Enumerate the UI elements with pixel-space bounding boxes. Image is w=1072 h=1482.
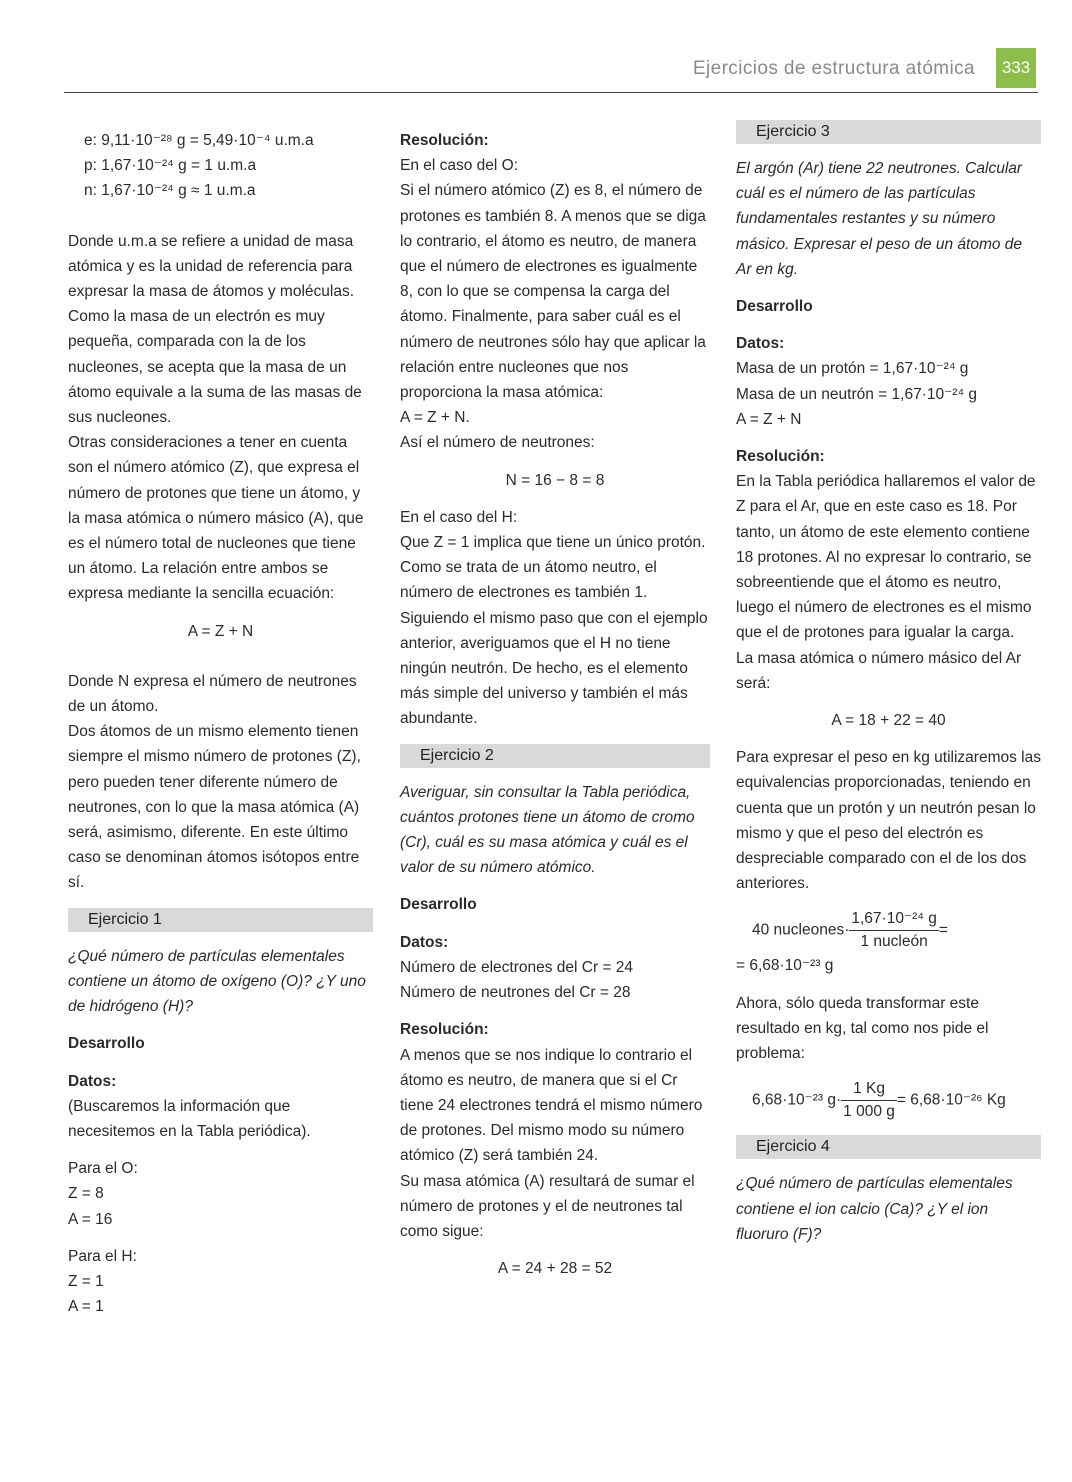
neutron-equation: N = 16 − 8 = 8 <box>505 471 605 489</box>
mass-proton: p: 1,67·10⁻²⁴ g = 1 u.m.a <box>84 157 257 175</box>
page-number-badge: 333 <box>996 48 1036 88</box>
header-divider <box>64 92 1038 93</box>
eq2-fraction <box>841 1078 897 1123</box>
datos-heading-3: Datos: <box>736 335 785 353</box>
h-case-text: Que Z = 1 implica que tiene un único protón. Como se trata de un átomo neutro, el número de electrones es también 1. Siguiendo el mismo paso que con el ejemplo anterior, averiguamos que el H no tiene ningún neutrón. De hecho, es el elemento más simple del universo y también el más abundante. <box>400 534 708 728</box>
exercise-2-heading: Ejercicio 2 <box>400 744 710 768</box>
datos-heading-2: Datos: <box>400 933 449 951</box>
cr-neutrons: Número de neutrones del Cr = 28 <box>400 984 631 1002</box>
equation-a-z-n: A = Z + N <box>187 622 254 640</box>
h-case-label: En el caso del H: <box>400 508 518 526</box>
exercise-3-question: El argón (Ar) tiene 22 neutrones. Calcular cuál es el número de las partículas fundamentales restantes y su número másico. Expresar el peso de un átomo de Ar en kg. <box>736 160 1023 278</box>
resolucion-heading-3: Resolución: <box>736 448 825 466</box>
desarrollo-heading-3: Desarrollo <box>736 298 813 316</box>
eq2-left: 6,68·10⁻²³ g· <box>752 1091 842 1109</box>
eq1-result: = 6,68·10⁻²³ g <box>736 957 834 975</box>
ar-text: En la Tabla periódica hallaremos el valor de Z para el Ar, que en este caso es 18. Por tanto, un átomo de este elemento contiene 18 protones. Al no expresar lo contrario, se sobreentiende que el átomo es neutro, luego el número de electrones es el mismo que el de protones para igualar la carga. <box>736 473 1036 642</box>
ar-mass-equation: A = 18 + 22 = 40 <box>831 712 946 730</box>
resolucion-heading-2: Resolución: <box>400 1021 489 1039</box>
relation-3: A = Z + N <box>736 410 802 428</box>
mass-electron: e: 9,11·10⁻²⁸ g = 5,49·10⁻⁴ u.m.a <box>84 132 314 149</box>
exercise-4-heading: Ejercicio 4 <box>736 1135 1041 1159</box>
h-z-value: Z = 1 <box>68 1272 104 1290</box>
exercise-1-heading: Ejercicio 1 <box>68 908 373 932</box>
exercise-2-question: Averiguar, sin consultar la Tabla periódica, cuántos protones tiene un átomo de cromo (Cr), cuál es su masa atómica y cuál es el valor de su número atómico. <box>400 783 695 877</box>
proton-mass: Masa de un protón = 1,67·10⁻²⁴ g <box>736 360 969 378</box>
paragraph-considerations: Otras consideraciones a tener en cuenta son el número atómico (Z), que expresa el número de protones que tiene un átomo, y la masa atómica o número másico (A), que es el número total de nucleones que tiene un átomo. La relación entre ambos se expresa mediante la sencilla ecuación: <box>68 434 364 603</box>
eq1-left: 40 nucleones· <box>752 922 850 940</box>
ar-mass-intro: La masa atómica o número másico del Ar será: <box>736 649 1022 692</box>
datos-text-1: (Buscaremos la información que necesitemos en la Tabla periódica). <box>68 1097 311 1140</box>
column-right <box>736 120 1041 1247</box>
eq1-numerator: 1,67·10⁻²⁴ g <box>849 908 939 931</box>
paragraph-neutrons: Donde N expresa el número de neutrones de un átomo. <box>68 672 357 716</box>
neutron-mass: Masa de un neutrón = 1,67·10⁻²⁴ g <box>736 385 978 403</box>
cr-electrons: Número de electrones del Cr = 24 <box>400 958 634 976</box>
kg-equation <box>736 1078 1041 1123</box>
cr-mass-equation: A = 24 + 28 = 52 <box>497 1260 613 1278</box>
relation-text: A = Z + N. <box>400 409 470 427</box>
para-h-label: Para el H: <box>68 1247 137 1265</box>
datos-heading-1: Datos: <box>68 1072 117 1090</box>
cr-text: A menos que se nos indique lo contrario el átomo es neutro, de manera que si el Cr tiene 24 electrones tendrá el mismo número de protones. Del mismo modo su número atómico (Z) será también 24. <box>400 1046 703 1165</box>
column-middle <box>400 128 710 1281</box>
mass-neutron: n: 1,67·10⁻²⁴ g ≈ 1 u.m.a <box>84 182 256 200</box>
paragraph-isotopes: Dos átomos de un mismo elemento tienen siempre el mismo número de protones (Z), pero pueden tener diferente número de neutrones, con lo que la masa atómica (A) será, asimismo, diferente. En este último caso se denominan átomos isótopos entre sí. <box>68 723 361 892</box>
eq2-numerator: 1 Kg <box>841 1078 897 1101</box>
eq2-denominator: 1 000 g <box>843 1103 895 1121</box>
o-case-label: En el caso del O: <box>400 157 519 175</box>
o-a-value: A = 16 <box>68 1210 113 1228</box>
cr-text-2: Su masa atómica (A) resultará de sumar el número de protones y el de neutrones tal como sigue: <box>400 1172 695 1240</box>
desarrollo-heading-1: Desarrollo <box>68 1035 145 1053</box>
column-left <box>68 128 373 1319</box>
exercise-4-question: ¿Qué número de partículas elementales contiene el ion calcio (Ca)? ¿Y el ion fluoruro (F)? <box>736 1175 1013 1243</box>
transform-text: Ahora, sólo queda transformar este resultado en kg, tal como nos pide el problema: <box>736 994 989 1063</box>
exercise-1-question: ¿Qué número de partículas elementales contiene un átomo de oxígeno (O)? ¿Y uno de hidrógeno (H)? <box>68 947 366 1016</box>
para-o-label: Para el O: <box>68 1160 138 1178</box>
eq1-fraction <box>849 908 939 953</box>
neutrons-intro: Así el número de neutrones: <box>400 434 595 452</box>
desarrollo-heading-2: Desarrollo <box>400 896 477 914</box>
exercise-3-heading: Ejercicio 3 <box>736 120 1041 144</box>
running-header-title: Ejercicios de estructura atómica <box>692 58 975 79</box>
kg-text: Para expresar el peso en kg utilizaremos las equivalencias proporcionadas, teniendo en cuenta que un protón y un neutrón pesan lo mismo y que el peso del electrón es despreciable comparado con el de los dos anteriores. <box>736 749 1041 893</box>
eq1-equals: = <box>938 922 948 940</box>
eq1-denominator: 1 nucleón <box>860 933 928 951</box>
h-a-value: A = 1 <box>68 1298 104 1316</box>
resolucion-heading-1: Resolución: <box>400 132 489 149</box>
o-case-text: Si el número atómico (Z) es 8, el número de protones es también 8. A menos que se diga lo contrario, el átomo es neutro, de manera que el número de electrones es igualmente 8, con lo que se compensa la carga del átomo. Finalmente, para saber cuál es el número de neutrones sólo hay que aplicar la relación entre nucleones que nos proporciona la masa atómica: <box>400 182 706 402</box>
eq2-result: = 6,68·10⁻²⁶ Kg <box>896 1091 1006 1109</box>
o-z-value: Z = 8 <box>68 1185 104 1203</box>
nucleon-equation <box>736 908 1041 953</box>
paragraph-uma: Donde u.m.a se refiere a unidad de masa atómica y es la unidad de referencia para expresar la masa de átomos y moléculas. Como la masa de un electrón es muy pequeña, comparada con la de los nucleones, se acepta que la masa de un átomo equivale a la suma de las masas de sus nucleones. <box>68 232 362 427</box>
